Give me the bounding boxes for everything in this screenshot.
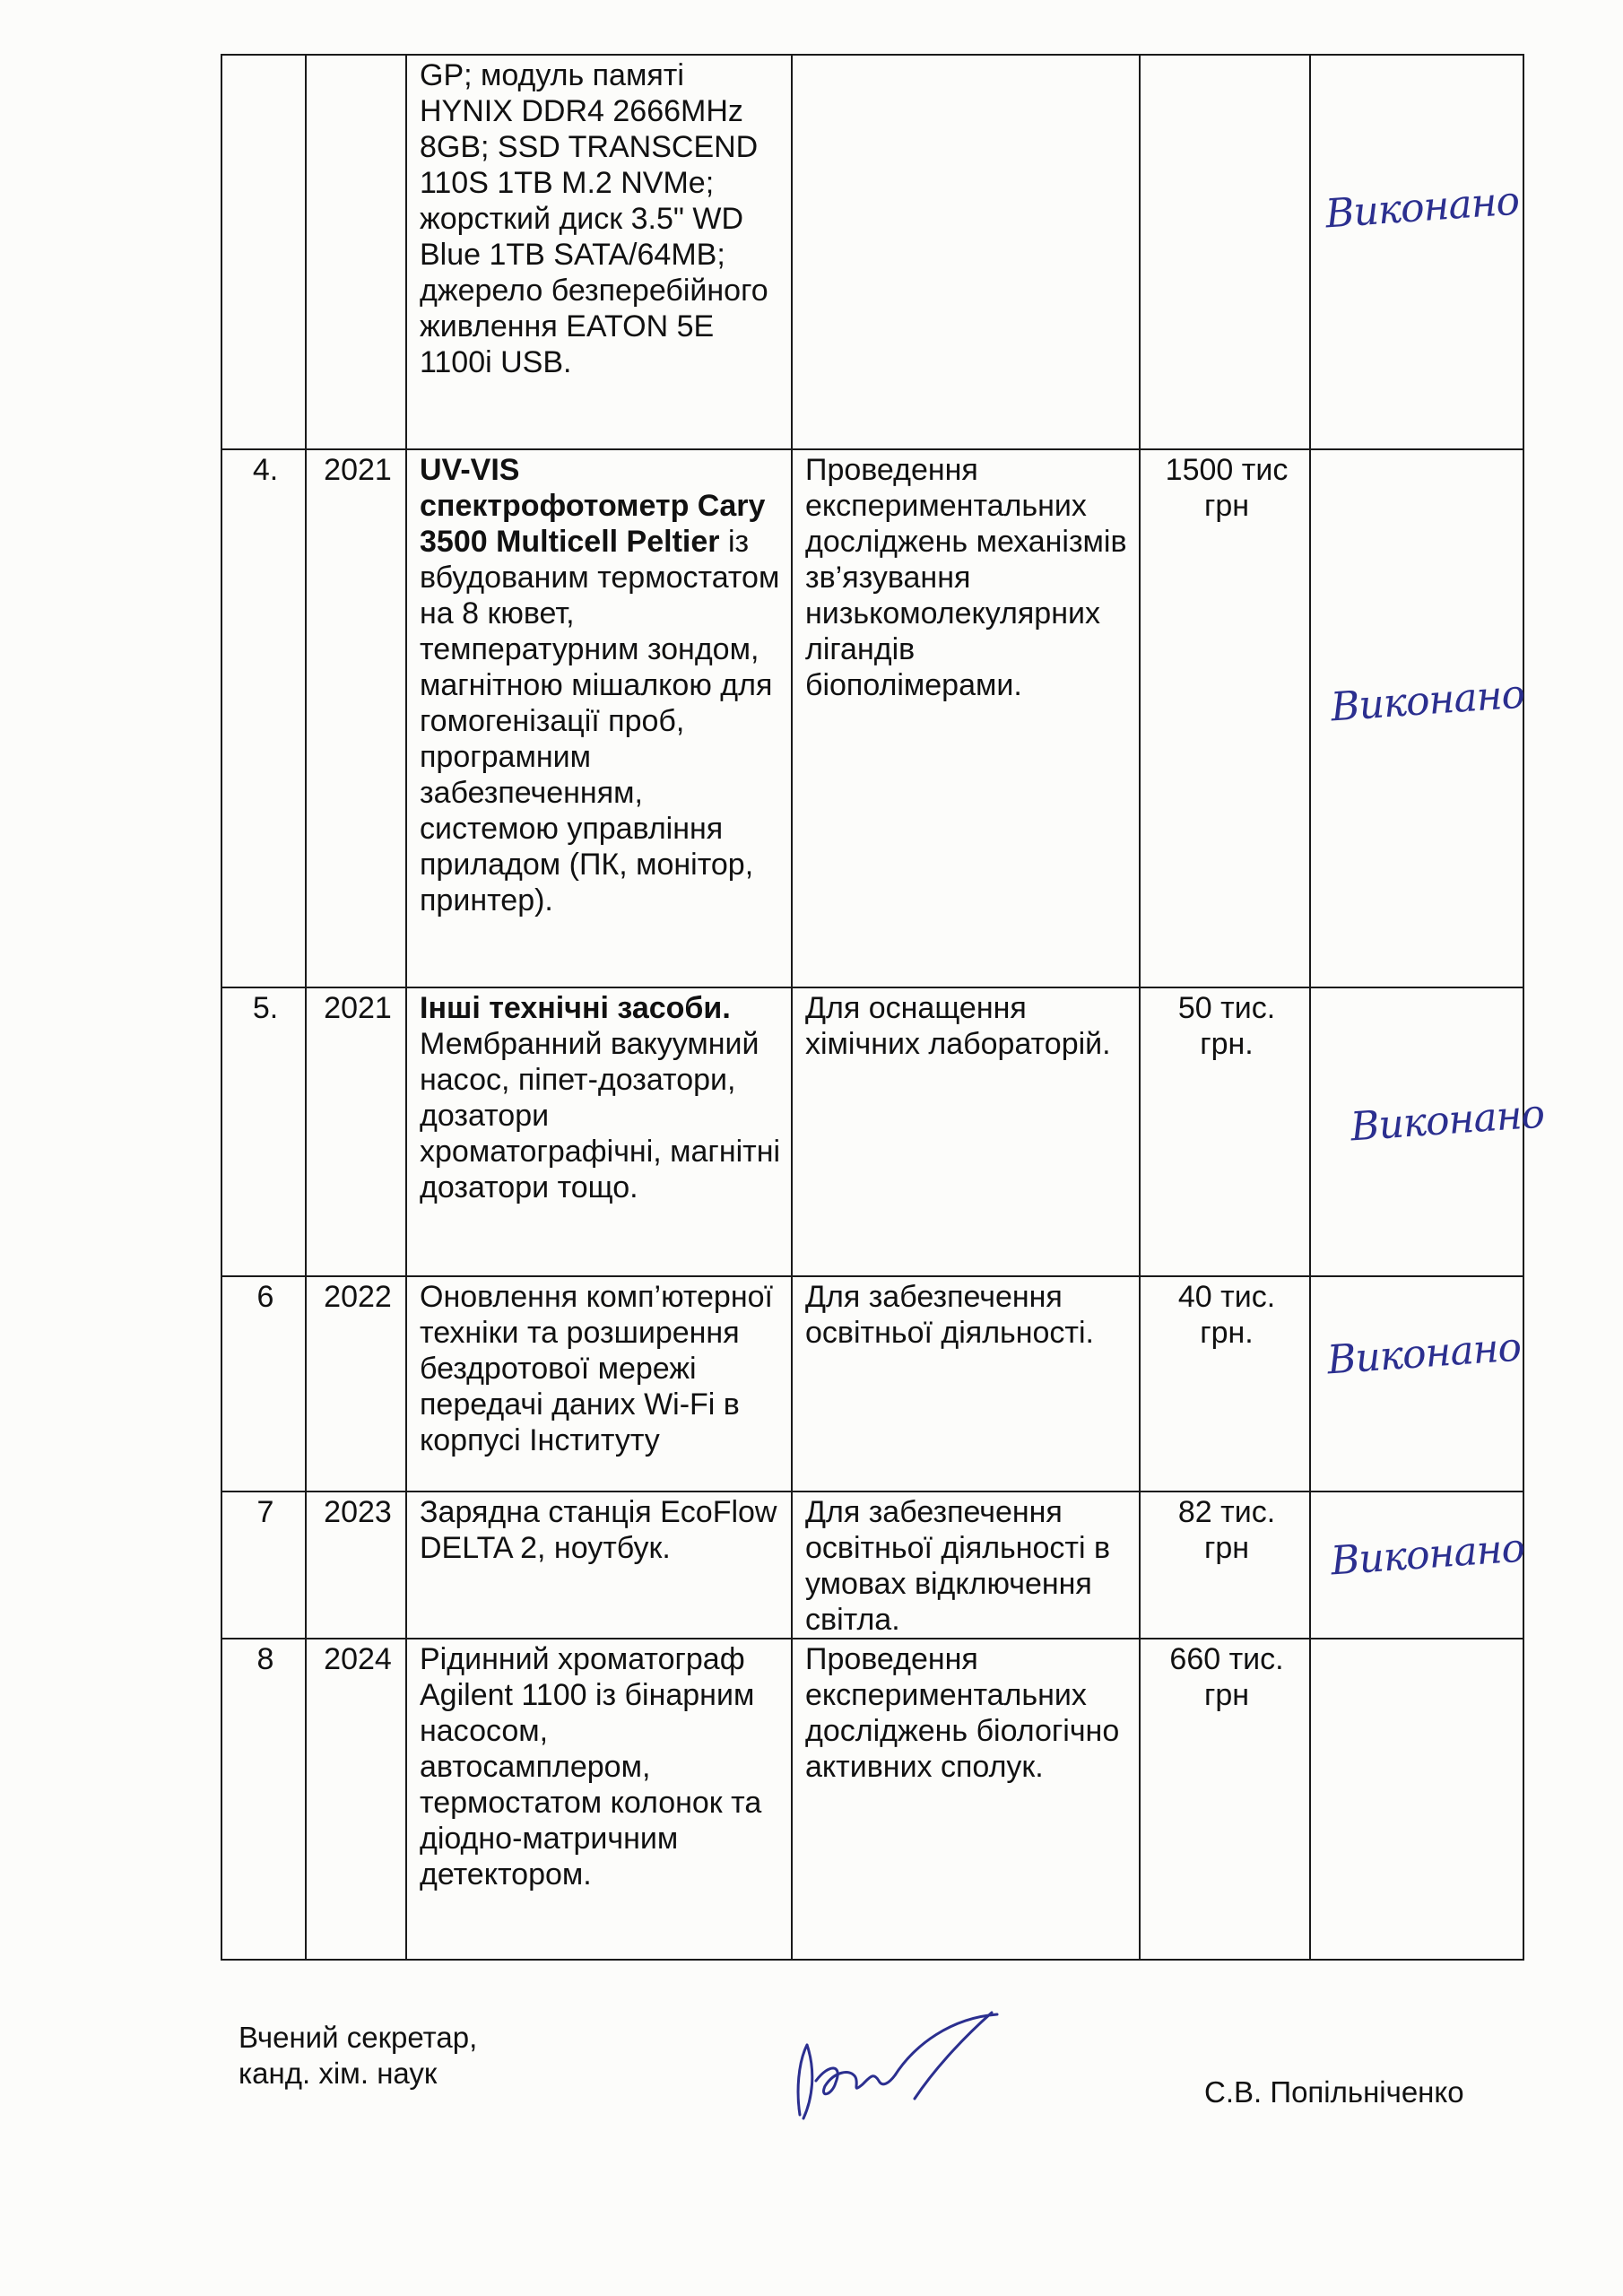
row-year: 2023	[306, 1492, 406, 1639]
row-year: 2021	[306, 987, 406, 1276]
row-description-text: із вбудованим термостатом на 8 кювет, температурним зондом, магнітною мішалкою для гомогенізації проб, програмним забезпеченням, системою управління приладом (ПК, монітор, принтер).	[420, 525, 780, 918]
row-description-text: GP; модуль памяті HYNIX DDR4 2666MHz 8GB; SSD TRANSCEND 110S 1TB M.2 NVMe; жорсткий диск 3.5" WD Blue 1TB SATA/64MB; джерело безперебійного живлення EATON 5E 1100i USB.	[420, 58, 768, 379]
table-row	[221, 1276, 1523, 1492]
table-row	[221, 55, 1523, 449]
table-row	[221, 1492, 1523, 1639]
row-cost: 50 тис. грн.	[1140, 987, 1310, 1276]
status-handwritten: Виконано	[1329, 671, 1526, 731]
row-description-bold: UV-VIS спектрофотометр Cary 3500 Multicell Peltier	[420, 453, 766, 559]
row-status	[1310, 55, 1523, 449]
status-handwritten: Виконано	[1324, 178, 1521, 238]
row-cost: 1500 тис грн	[1140, 449, 1310, 987]
row-year: 2022	[306, 1276, 406, 1492]
row-number: 8	[221, 1639, 306, 1960]
row-status	[1310, 1639, 1523, 1960]
table-row	[221, 449, 1523, 987]
row-description-bold: Інші технічні засоби.	[420, 991, 731, 1025]
row-cost: 660 тис. грн	[1140, 1639, 1310, 1960]
row-description	[406, 1276, 792, 1492]
row-year: 2024	[306, 1639, 406, 1960]
equipment-table	[221, 54, 1546, 1961]
row-cost: 82 тис. грн	[1140, 1492, 1310, 1639]
row-description-text: Мембранний вакуумний насос, піпет-дозатори, дозатори хроматографічні, магнітні дозатори тощо.	[420, 1027, 781, 1205]
row-purpose: Проведення експериментальних досліджень біологічно активних сполук.	[792, 1639, 1140, 1960]
row-description	[406, 1492, 792, 1639]
row-description-text: Зарядна станція EcoFlow DELTA 2, ноутбук.	[420, 1495, 777, 1565]
table-row	[221, 987, 1523, 1276]
status-handwritten: Виконано	[1325, 1324, 1523, 1384]
row-purpose: Для забезпечення освітньої діяльності в умовах відключення світла.	[792, 1492, 1140, 1639]
row-year: 2021	[306, 449, 406, 987]
signatory-name: С.В. Попільніченко	[1204, 2075, 1464, 2109]
row-cost: 40 тис. грн.	[1140, 1276, 1310, 1492]
table-row	[221, 1639, 1523, 1960]
signatory-title-line1: Вчений секретар,	[239, 2021, 478, 2054]
row-status	[1310, 449, 1526, 987]
signatory-title-line2: канд. хім. наук	[239, 2057, 438, 2090]
row-number: 6	[221, 1276, 306, 1492]
row-description-text: Рідинний хроматограф Agilent 1100 із бінарним насосом, автосамплером, термостатом колонок та діодно-матричним детектором.	[420, 1642, 762, 1892]
row-purpose: Для оснащення хімічних лабораторій.	[792, 987, 1140, 1276]
row-number: 7	[221, 1492, 306, 1639]
row-status	[1310, 1492, 1526, 1639]
row-status	[1310, 1276, 1523, 1492]
row-description	[406, 1639, 792, 1960]
handwritten-signature-icon	[780, 2009, 1022, 2126]
row-purpose: Проведення експериментальних досліджень механізмів зв’язування низькомолекулярних лігандів біополімерами.	[792, 449, 1140, 987]
row-description	[406, 55, 792, 449]
row-number: 5.	[221, 987, 306, 1276]
row-year	[306, 55, 406, 449]
row-description-text: Оновлення комп’ютерної техніки та розширення бездротової мережі передачі даних Wi-Fi в корпусі Інституту	[420, 1280, 773, 1457]
row-number: 4.	[221, 449, 306, 987]
signatory-title	[239, 2020, 477, 2092]
status-handwritten: Виконано	[1329, 1525, 1526, 1585]
row-purpose: Для забезпечення освітньої діяльності.	[792, 1276, 1140, 1492]
row-description	[406, 449, 792, 987]
row-description	[406, 987, 792, 1276]
row-purpose	[792, 55, 1140, 449]
row-status	[1310, 987, 1546, 1276]
status-handwritten: Виконано	[1349, 1091, 1546, 1151]
row-cost	[1140, 55, 1310, 449]
row-number	[221, 55, 306, 449]
